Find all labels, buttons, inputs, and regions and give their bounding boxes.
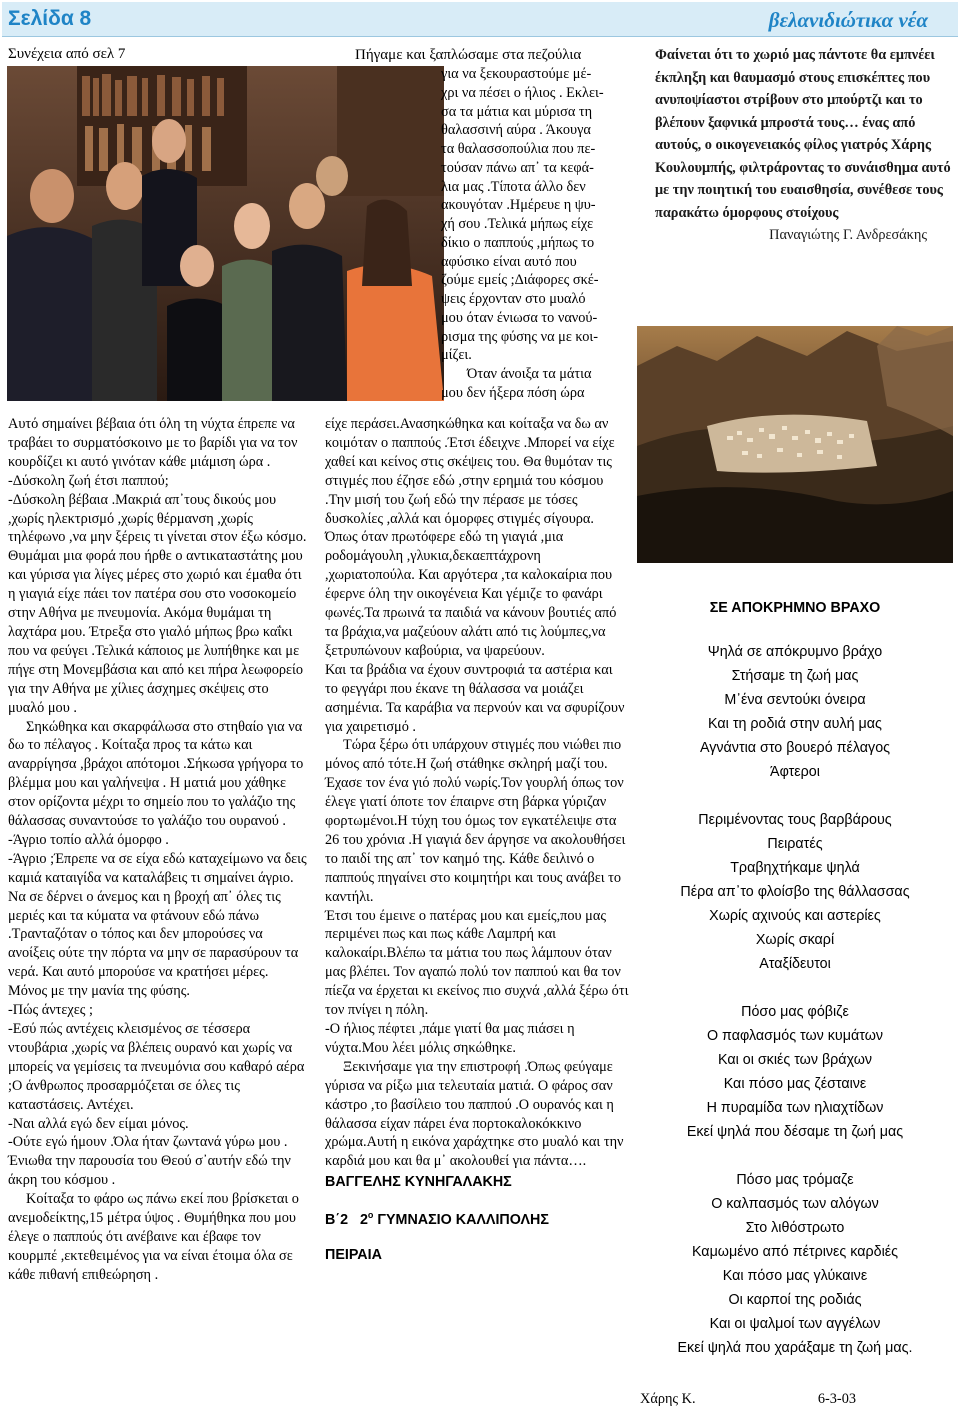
poem-stanza — [640, 640, 950, 784]
page-number: Σελίδα 8 — [8, 7, 92, 30]
paragraph: -Ούτε εγώ ήμουν .Όλα ήταν ζωντανά γύρω μου . Ένιωθα την παρουσία του Θεού σ᾽αυτήν εδώ την άκρη του κόσμου . — [8, 1134, 291, 1189]
paragraph: είχε περάσει.Ανασηκώθηκα και κοίταξα να δω αν κοιμόταν ο παππούς .Έτσι έδειχνε .Μπορεί να είχε χαθεί και κείνος στις σκέψεις του. Θα θυμόταν τις στιγμές που έζησε εδώ ,στην ερημιά του κόσμου .Την μισή του ζωή εδώ την πέρασε με τόσες δυσκολίες ,αλλά και όμορφες στιγμές σίγουρα. Όπως όταν πρωτόφερε εδώ τη γιαγιά ,μια ροδομάγουλη ,γλυκια,δεκαεπτάχρονη ,χωριατοπούλα. Και αργότερα ,τα καλοκαίρια που έφερνε όλη την οικογένεια Και γέμιζε το φανάρι φωνές.Τα πρωινά τα παιδιά να κάνουν βουτιές από τα βράχια,να μαζεύουν αλάτι από τις λούμπες,να ξετρυπώνουν καβούρια, να ψαρεύουν. — [325, 416, 617, 659]
group-photo-image — [7, 66, 444, 401]
group-photo — [7, 66, 444, 401]
intro-box — [655, 44, 951, 247]
poem-line: Μ᾽ένα σεντούκι όνειρα — [724, 692, 866, 708]
intro-text: Φαίνεται ότι το χωριό μας πάντοτε θα εμπνέει έκπληξη και θαυμασμό στους επισκέπτες που ανυποψίαστοι στρίβουν στο μπούρτζι και το βλέπουν ξαφνικά μπροστά τους… ένας από αυτούς, ο οικογενειακός φίλος γιατρός Χάρης Κουλουμπής, φιλτράροντας το συνάισθημα αυτό με την ποιητική του ευαισθησία, συνέθεσε τους παρακάτω όμορφους στοίχους — [655, 47, 951, 221]
poem-line: Αγνάντια στο βουερό πέλαγος — [699, 740, 891, 756]
paragraph: Σηκώθηκα και σκαρφάλωσα στο στηθαίο για να δω το πέλαγος . Κοίταξα προς τα κάτω και αναρρίγησα ,βράχοι απότομοι .Σήκωσα γρήγορα το βλέμμα μου και γαλήνεψα . Η ματιά μου χάθηκε στον ορίζοντα μέχρι το σημείο που το γαλάζιο της θάλασσας συναντούσε το γαλάζιο του ουρανού . — [8, 718, 304, 830]
poem-line: Περιμένοντας τους βαρβάρους — [698, 812, 892, 828]
poem-line: Εκεί ψηλά που χαράξαμε τη ζωή μας. — [677, 1340, 913, 1356]
paragraph: -Δύσκολη βέβαια .Μακριά απ᾽τους δικούς μου ,χωρίς ηλεκτρισμό ,χωρίς θέρμανση ,χωρίς τηλέφωνο ,να μην ξέρεις τι γίνεται στον έξω κόσμο. Θυμάμαι μια φορά που ήρθε ο αντικαταστάτης μου και γύρισα για λίγες μέρες στο χωριό και έμαθα ότι η γιαγιά είχε πάει τον πατέρα σου στο νοσοκομείο στην Αθήνα με πνευμονία. Ακόμα θυμάμαι τη λαχτάρα μου. Έτρεξα στο γιαλό μήπως βρω καΐκι που να φεύγει .Τελικά κάποιος με λυπήθηκε και με πήγε στη Μονεμβάσια και από κει πήρα λεωφορείο για την Αθήνα με χίλιες άσχημες σκέψεις στο μυαλό μου . — [8, 491, 307, 716]
paragraph: Και τα βράδια να έχουν συντροφιά τα αστέρια και το φεγγάρι που έκανε τη θάλασσα να μοιάζει ασημένια. Τα καράβια να περνούν και να σφυρίζουν για χαιρετισμό . — [325, 661, 625, 735]
poem-line: Πέρα απ᾽το φλοίσβο της θάλλασσας — [680, 884, 910, 900]
paragraph: Τώρα ξέρω ότι υπάρχουν στιγμές που νιώθει πιο μόνος από τότε.Η ζωή στάθηκε σκληρή μαζί του. Έχασε τον ένα γιό πολύ νωρίς.Τον γουρλή όπως τον έλεγε γιατί όποτε τον έπαιρνε στη βάρκα γύριζαν φορτωμένοι.Η τύχη του όμως τον εγκατέλειψε στα 26 του χρόνια .Η γιαγιά δεν άργησε να ακολουθήσει το παιδί της απ᾽ τον καημό της. Κάθε δειλινό ο παππούς πηγαίνει στο κοιμητήρι και τους ανάβει το καντήλι. — [325, 737, 626, 905]
poem-line: Και τη ροδιά στην αυλή μας — [708, 716, 882, 732]
poem-line: Ψηλά σε απόκρυμνο βράχο — [707, 644, 883, 660]
poem-line: Και πόσο μας ζέσταινε — [723, 1076, 867, 1092]
poem-line: Και οι ψαλμοί των αγγέλων — [709, 1316, 881, 1332]
page-header — [2, 2, 958, 37]
poem-date: 6-3-03 — [817, 1391, 856, 1407]
school-number: 2 — [359, 1211, 368, 1228]
text-line: τα θαλασσοπούλια που πε- — [441, 141, 596, 157]
text-line: για να ξεκουραστούμε μέ- — [441, 66, 592, 82]
poem-line: Και πόσο μας γλύκαινε — [722, 1268, 868, 1284]
author-name: ΒΑΓΓΕΛΗΣ ΚΥΝΗΓΑΛΑΚΗΣ — [325, 1174, 512, 1191]
poem-line: Καμωμένο από πέτρινες καρδιές — [691, 1244, 899, 1260]
poem-line: Στήσαμε τη ζωή μας — [731, 668, 859, 684]
paragraph: Αυτό σημαίνει βέβαια ότι όλη τη νύχτα έπρεπε να τραβάει το συρματόσκοινο με το βαρίδι για να τον κουρδίζει κι αυτό γινόταν κάθε μιάμιση ώρα . — [8, 416, 298, 470]
poem-line: Άφτεροι — [770, 764, 820, 780]
poem-line: Ο καλπασμός των αλόγων — [711, 1196, 879, 1212]
poem-stanza — [640, 1168, 950, 1360]
paragraph: -Πώς άντεχες ; — [8, 1002, 93, 1019]
village-photo — [637, 326, 953, 563]
paragraph: -Εσύ πώς αντέχεις κλεισμένος σε τέσσερα ντουβάρια ,χωρίς να βλέπεις ουρανό και χωρίς να μπορείς να γεμίσεις τα πνευμόνια σου καθαρό αέρα ;Ο άνθρωπος προσαρμόζεται σε όλες τις καταστάσεις. Αντέχει. — [8, 1021, 305, 1113]
poem-author: Χάρης Κ. — [640, 1391, 696, 1407]
poem-line: Τραβηχτήκαμε ψηλά — [730, 860, 860, 876]
text-line: ψεις έρχονταν στο μυαλό — [441, 291, 586, 307]
poem-line: Και οι σκιές των βράχων — [717, 1052, 873, 1068]
text-line: μου όταν ένιωσα το νανού- — [441, 309, 598, 326]
poem-line: Στο λιθόστρωτο — [745, 1220, 845, 1236]
poem — [640, 596, 950, 1360]
school-name: ΓΥΜΝΑΣΙΟ ΚΑΛΛΙΠΟΛΗΣ — [377, 1211, 549, 1228]
poem-line: Εκεί ψηλά που δέσαμε τη ζωή μας — [686, 1124, 904, 1140]
village-photo-image — [637, 326, 953, 563]
paragraph: Έτσι του έμεινε ο πατέρας μου και εμείς,που μας περιμένει πως και πως κάθε Λαμπρή και καλοκαίρι.Βλέπω τα μάτια του πως λάμπουν όταν μας βλέπει. Τον αγαπώ πολύ τον παππού και θα τον πίεζα να έρχεται κι εκείνος πιο συχνά ,αλλά ξέρω ότι τον πνίγει η πόλη. — [325, 907, 629, 1019]
paragraph: Ξεκινήσαμε για την επιστροφή .Όπως φεύγαμε γύρισα να ρίξω μια τελευταία ματιά. Ο φάρος σαν κάστρο ,το βασίλειο του παππού .Ο ουρανός και η θάλασσα είχαν πάρει ένα πορτοκαλοκόκκινο χρώμα.Αυτή η εικόνα χαράχτηκε στο μυαλό και την καρδιά μου και θα μ᾽ ακολουθεί για πάντα…. — [325, 1058, 624, 1170]
poem-line: Αταξίδευτοι — [759, 956, 831, 972]
author-class: Β΄2 — [325, 1211, 349, 1228]
middle-column — [325, 415, 629, 1265]
poem-line: Πειρατές — [767, 836, 823, 852]
poem-line: Χωρίς σκαρί — [755, 932, 835, 948]
poem-signature — [640, 1391, 856, 1408]
middle-top-lead: Πήγαμε και ξαπλώσαμε στα πεζούλια — [355, 47, 582, 63]
poem-line: Ο παφλασμός των κυμάτων — [706, 1028, 884, 1044]
left-column — [8, 415, 308, 1285]
middle-top-column — [355, 46, 617, 65]
text-line: σα τα μάτια και μύρισα τη — [441, 103, 593, 120]
poem-stanza — [640, 808, 950, 976]
paragraph: Κοίταξα το φάρο ως πάνω εκεί που βρίσκεται ο ανεμοδείκτης,15 μέτρα ύψος . Θυμήθηκα που μου έλεγε ο παππούς ότι ανέβαινε και έβαφε τον κουρμπέ ,εκτεθειμένος για να είναι έτοιμα όλα σε κάθε πιθανή επιθεώρηση . — [8, 1191, 299, 1283]
paragraph: -Άγριο τοπίο αλλά όμορφο . — [8, 831, 169, 848]
paragraph: -Ναι αλλά εγώ δεν είμαι μόνος. — [8, 1115, 189, 1132]
text-line: λια μας .Τίποτα άλλο δεν — [441, 178, 586, 195]
text-line: μου δεν ήξερα πόση ώρα — [441, 384, 585, 401]
poem-line: Χωρίς αχινούς και αστερίες — [709, 908, 881, 924]
poem-stanza — [640, 1000, 950, 1144]
text-line: αφύσικο είναι αυτό που — [441, 253, 577, 270]
paragraph: -Δύσκολη ζωή έτσι παππού; — [8, 472, 169, 489]
poem-title: ΣΕ ΑΠΟΚΡΗΜΝΟ ΒΡΑΧΟ — [709, 600, 881, 616]
paragraph: -Άγριο ;Έπρεπε να σε είχα εδώ καταχείμωνο να δεις καμιά καταιγίδα να καταλάβεις τι σημαίνει άγριο. Να σε δέρνει ο άνεμος και η βροχή απ᾽ όλες τις μεριές και τα κύματα να φτάνουν εδώ πάνω .Τρανταζόταν ο τόπος και δεν μπορούσες να ανοίξεις ούτε την πόρτα να μην σε παρασύρουν τα νερά. Και αυτό μπορούσε να κρατήσει μέρες. Μόνος με την μανία της φύσης. — [8, 850, 307, 1000]
school-number-suffix: ο — [367, 1210, 374, 1221]
author-school — [325, 1206, 629, 1230]
text-line: δίκιο ο παππούς ,μήπως το — [441, 234, 595, 251]
text-line: τούσαν πάνω απ᾽ τα κεφά- — [441, 159, 594, 176]
text-line: ζούμε εμείς ;Διάφορες σκέ- — [441, 272, 599, 289]
text-line: μίζει. — [441, 347, 472, 364]
continued-note: Συνέχεια από σελ 7 — [8, 46, 126, 62]
intro-signature: Παναγιώτης Γ. Ανδρεσάκης — [769, 227, 927, 243]
text-line: χή σου .Τελικά μήπως είχε — [441, 216, 594, 232]
author-city: ΠΕΙΡΑΙΑ — [325, 1246, 382, 1263]
poem-line: Πόσο μας φόβιζε — [741, 1004, 849, 1020]
poem-line: Οι καρποί της ροδιάς — [728, 1292, 862, 1308]
text-line: ρισμα της φύσης να με κοι- — [441, 328, 599, 345]
middle-top-lines — [441, 65, 621, 403]
paragraph: -Ο ήλιος πέφτει ,πάμε γιατί θα μας πιάσει η νύχτα.Μου λέει μόλις σηκώθηκε. — [325, 1021, 575, 1056]
newspaper-title: βελανιδιώτικα νέα — [768, 8, 928, 32]
text-line: θαλασσινή αύρα . Άκουγα — [441, 122, 591, 139]
text-line: χρι να πέσει ο ήλιος . Εκλει- — [441, 84, 604, 101]
text-line: Όταν άνοιξα τα μάτια — [467, 366, 592, 382]
poem-line: Πόσο μας τρόμαζε — [736, 1172, 854, 1188]
poem-line: Η πυραμίδα των ηλιαχτίδων — [706, 1100, 884, 1116]
text-line: ακουγόταν .Ημέρευε η ψυ- — [441, 197, 596, 214]
